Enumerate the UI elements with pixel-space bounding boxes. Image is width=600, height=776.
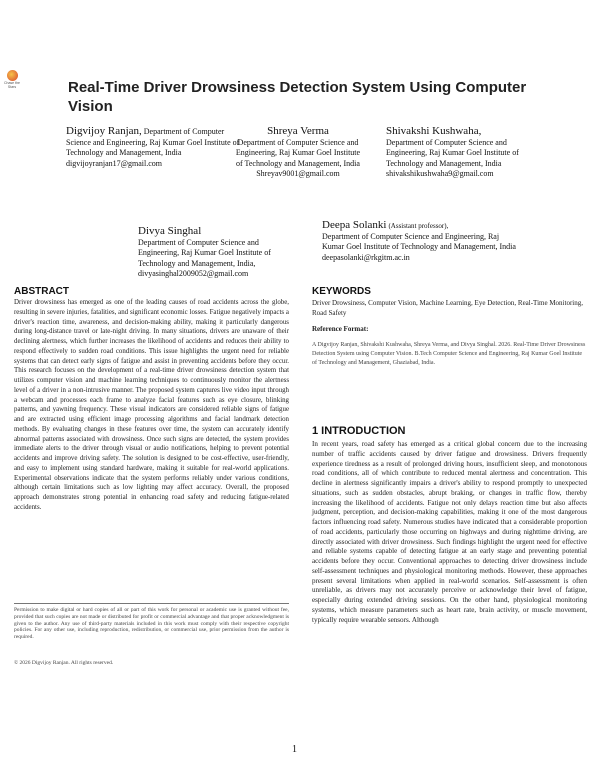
reference-format-label: Reference Format: xyxy=(312,325,369,333)
divider xyxy=(14,603,289,604)
author-email: divyasinghal2009052@gmail.com xyxy=(138,269,249,279)
introduction-text: In recent years, road safety has emerged as a critical global concern due to the increasing number of traffic accidents caused by driver fatigue and drowsiness. Drivers frequently experience tiredness as a result of prolonged driving hours, insufficient sleep, and monotonous road conditions, all of which contribute to reduced mental alertness and concentration. This decline in alertness significantly impairs a driver's ability to respond promptly to unexpected situations, such as sudden obstacles, abrupt braking, or changes in traffic flow, thereby increasing the likelihood of accidents. Fatigue not only delays reaction time but also affects judgment, perception, and decision-making capabilities, making it one of the most dangerous factors influencing road safety. Numerous studies have indicated that a considerable proportion of road accidents, particularly those occurring on highways and during nighttime driving, are directly associated with driver drowsiness. Such findings highlight the urgent need for effective and reliable systems capable of detecting fatigue at an early stage and preventing potential accidents before they occur. Conventional approaches to detecting driver drowsiness include self-assessment techniques and physiological monitoring methods. However, these approaches present several limitations when applied in real-world scenarios. Self-assessment is often unreliable, as drivers may not accurately perceive or acknowledge their level of fatigue, especially during extended driving sessions. On the other hand, physiological monitoring systems, which measure parameters such as heart rate, brain activity, or muscle movement, typically require wearable sensors. Although xyxy=(312,440,587,624)
introduction-heading: 1 INTRODUCTION xyxy=(312,425,406,437)
author-block-5 xyxy=(322,220,517,263)
page-number: 1 xyxy=(292,744,297,755)
author-block-4 xyxy=(138,226,300,280)
permission-notice: Permission to make digital or hard copies of all or part of this work for personal or academic use is granted without fee, provided that such copies are not made or distributed for profit or commercial advantage and that proper acknowledgment is given to the author. Any use of third-party materials included in this work must comply with their respective copyright policies. For any other use, including reproduction, redistribution, or commercial use, prior permission from the author is required. xyxy=(14,607,289,641)
abstract-text: Driver drowsiness has emerged as one of the leading causes of road accidents across the globe, resulting in severe injuries, fatalities, and significant economic losses. Fatigue negatively impacts a driver's reaction time, awareness, and decision-making ability, making it particularly dangerous during long-distance travel or late-night driving. In many situations, drivers are unaware of their declining alertness, which further increases the likelihood of accidents and reduces their ability to respond effectively to sudden road conditions. This issue highlights the urgent need for reliable systems that can detect early signs of fatigue and assist in preventing accidents before they occur. This research focuses on the development of a real-time driver drowsiness detection system that utilizes computer vision and machine learning techniques to continuously monitor the alertness level of a driver in a non-intrusive manner. The proposed system captures live video input through a webcam and processes each frame to analyze facial features such as eye closure, blinking patterns, and yawning frequency. These visual indicators are considered reliable signs of fatigue and are extracted using efficient image processing algorithms and facial landmark detection methods. By evaluating changes in these features over time, the system can accurately identify abnormal patterns associated with drowsiness. Once such signs are detected, the system provides immediate alerts to the driver through visual or audio notifications, helping to prevent potential accidents and improve driving safety. The solution is designed to be cost-effective, user-friendly, and easy to implement using standard hardware, making it suitable for real-world applications. Experimental observations indicate that the system performs reliably under various conditions, although certain limitations such as low lighting may affect accuracy. Overall, the proposed approach demonstrates strong potential in enhancing road safety and reducing fatigue-related accidents. xyxy=(14,299,289,511)
abstract-heading: ABSTRACT xyxy=(14,286,69,297)
author-name: Shivakshi Kushwaha, xyxy=(386,125,482,137)
author-block-2 xyxy=(232,126,364,180)
author-email: deepasolanki@rkgitm.ac.in xyxy=(322,252,410,262)
reference-format-text: A Digvijoy Ranjan, Shivakshi Kushwaha, Shreya Verma, and Divya Singhal. 2026. Real-Time Driver Drowsiness Detection System using Computer Vision. B.Tech Computer Science and Engineering, Raj Kumar Goel Institute of Technology and Management, Ghaziabad, India. xyxy=(312,342,586,366)
author-block-3 xyxy=(386,126,541,180)
logo-caption: Chase the Stars xyxy=(4,81,20,89)
author-role: (Assistant professor), xyxy=(388,222,449,230)
author-affiliation: Department of Computer Science and Engineering, Raj Kumar Goel Institute of Technology and Management, India xyxy=(66,127,240,158)
keywords-text: Driver Drowsiness, Computer Vision, Machine Learning, Eye Detection, Real-Time Monitoring, Road Safety xyxy=(312,299,583,317)
author-name: Divya Singhal xyxy=(138,225,202,237)
author-name: Deepa Solanki xyxy=(322,219,387,231)
paper-title: Real-Time Driver Drowsiness Detection System Using Computer Vision xyxy=(68,79,527,115)
author-block-1 xyxy=(66,126,241,169)
author-affiliation: Department of Computer Science and Engineering, Raj Kumar Goel Institute of Technology and Management, India, xyxy=(138,237,271,268)
author-affiliation: Department of Computer Science and Engineering, Raj Kumar Goel Institute of Technology and Management, India xyxy=(386,137,519,168)
author-affiliation: Department of Computer Science and Engineering, Raj Kumar Goel Institute of Technology and Management, India xyxy=(235,137,361,168)
author-email: Shreyav9001@gmail.com xyxy=(256,169,340,179)
author-affiliation: Department of Computer Science and Engineering, Raj Kumar Goel Institute of Technology and Management, India xyxy=(322,231,516,252)
author-name: Digvijoy Ranjan, xyxy=(66,125,142,137)
copyright-notice: © 2026 Digvijoy Ranjan. All rights reserved. xyxy=(14,660,114,666)
author-email: shivakshikushwaha9@gmail.com xyxy=(386,169,494,179)
keywords-heading: KEYWORDS xyxy=(312,286,371,297)
author-email: digvijoyranjan17@gmail.com xyxy=(66,158,163,168)
logo xyxy=(4,70,20,94)
author-name: Shreya Verma xyxy=(267,125,329,137)
logo-emblem xyxy=(7,70,18,81)
